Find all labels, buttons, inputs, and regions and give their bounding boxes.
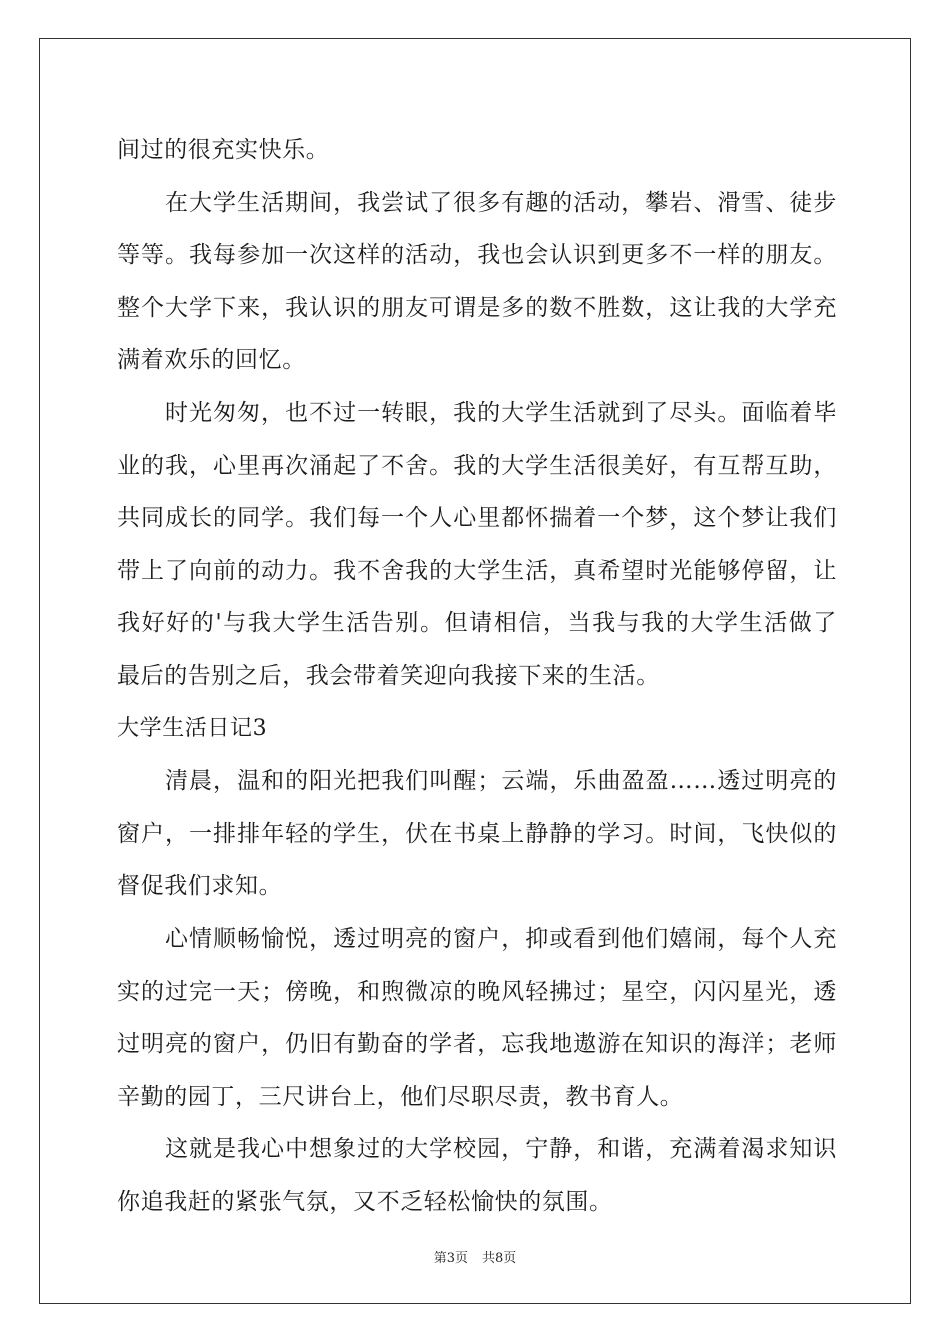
page-total: 共8页 xyxy=(482,1251,517,1266)
text-line: 时光匆匆，也不过一转眼，我的大学生活就到了尽头。面临着毕 xyxy=(165,399,837,426)
text-line: 心情顺畅愉悦，透过明亮的窗户，抑或看到他们嬉闹，每个人充 xyxy=(165,925,837,952)
text-line: 督促我们求知。 xyxy=(117,873,283,900)
page-footer xyxy=(0,1247,950,1266)
text-line: 在大学生活期间，我尝试了很多有趣的活动，攀岩、滑雪、徒步 xyxy=(165,189,837,216)
text-line: 实的过完一天；傍晚，和煦微凉的晚风轻拂过；星空，闪闪星光，透 xyxy=(117,978,837,1005)
text-line: 共同成长的同学。我们每一个人心里都怀揣着一个梦，这个梦让我们 xyxy=(117,505,837,532)
text-line: 整个大学下来，我认识的朋友可谓是多的数不胜数，这让我的大学充 xyxy=(117,294,837,321)
text-line: 窗户，一排排年轻的学生，伏在书桌上静静的学习。时间，飞快似的 xyxy=(117,820,837,847)
text-line: 带上了向前的动力。我不舍我的大学生活，真希望时光能够停留，让 xyxy=(117,557,837,584)
text-line: 间过的很充实快乐。 xyxy=(117,137,330,163)
text-line: 你追我赶的紧张气氛，又不乏轻松愉快的氛围。 xyxy=(117,1188,613,1215)
text-line: 过明亮的窗户，仍旧有勤奋的学者，忘我地遨游在知识的海洋；老师 xyxy=(117,1031,837,1058)
text-line: 满着欢乐的回忆。 xyxy=(117,347,306,374)
text-line: 我好好的'与我大学生活告别。但请相信，当我与我的大学生活做了 xyxy=(117,610,837,637)
text-line: 等等。我每参加一次这样的活动，我也会认识到更多不一样的朋友。 xyxy=(117,242,837,269)
text-line: 辛勤的园丁，三尺讲台上，他们尽职尽责，教书育人。 xyxy=(117,1083,684,1110)
page-number: 第3页 xyxy=(433,1251,468,1266)
text-line: 清晨，温和的阳光把我们叫醒；云端，乐曲盈盈……透过明亮的 xyxy=(165,768,837,795)
text-line: 最后的告别之后，我会带着笑迎向我接下来的生活。 xyxy=(117,662,660,689)
text-line: 业的我，心里再次涌起了不舍。我的大学生活很美好，有互帮互助， xyxy=(117,452,837,479)
text-line: 这就是我心中想象过的大学校园，宁静，和谐，充满着渴求知识 xyxy=(165,1136,837,1163)
document-body xyxy=(117,124,837,1228)
section-heading: 大学生活日记3 xyxy=(117,715,268,741)
